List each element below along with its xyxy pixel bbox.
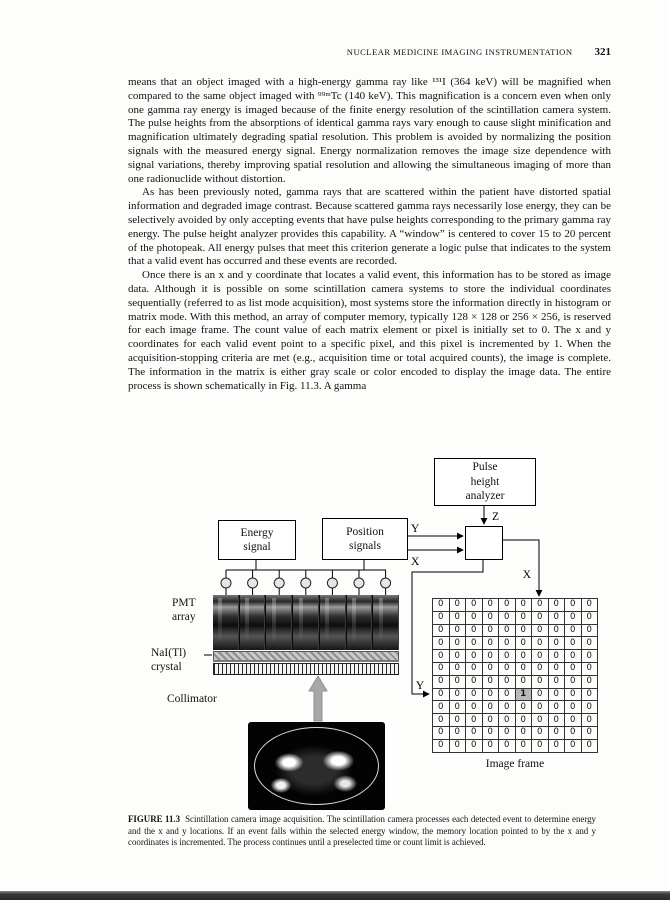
matrix-cell: 0	[466, 726, 483, 739]
matrix-cell: 0	[548, 624, 565, 637]
nai-crystal-label: NaI(Tl) crystal	[151, 647, 187, 673]
matrix-cell: 0	[548, 599, 565, 612]
matrix-cell: 0	[499, 662, 516, 675]
running-title: NUCLEAR MEDICINE IMAGING INSTRUMENTATION	[346, 47, 573, 57]
matrix-cell: 0	[433, 739, 450, 752]
energy-signal-label: Energy signal	[240, 526, 274, 553]
matrix-cell: 0	[499, 599, 516, 612]
matrix-cell: 0	[449, 599, 466, 612]
pmt-tube	[293, 595, 319, 650]
matrix-cell: 0	[449, 726, 466, 739]
figure-caption-text: Scintillation camera image acquisition. The scintillation camera processes each detected event to determine energy and the x and y locations. If an event falls within the selected energy window, the memory location pointed to by the x and y coordinates is incremented. The process continues until a preselected time or count limit is achieved.	[128, 814, 596, 848]
matrix-cell: 0	[499, 688, 516, 701]
matrix-cell: 0	[581, 714, 598, 727]
matrix-cell: 0	[565, 688, 582, 701]
matrix-cell: 0	[449, 637, 466, 650]
matrix-cell: 0	[482, 624, 499, 637]
matrix-cell: 0	[466, 662, 483, 675]
matrix-cell: 0	[499, 739, 516, 752]
matrix-cell: 0	[565, 675, 582, 688]
pulse-height-analyzer-box	[434, 458, 536, 506]
matrix-cell: 0	[532, 650, 549, 663]
matrix-cell: 0	[466, 624, 483, 637]
matrix-cell: 0	[581, 599, 598, 612]
matrix-cell: 0	[548, 637, 565, 650]
matrix-cell: 0	[466, 650, 483, 663]
matrix-cell: 0	[515, 624, 532, 637]
matrix-cell: 0	[499, 675, 516, 688]
matrix-cell: 0	[433, 662, 450, 675]
pmt-tube	[213, 595, 239, 650]
matrix-cell: 0	[449, 714, 466, 727]
matrix-cell: 0	[449, 611, 466, 624]
figure-caption	[128, 814, 596, 849]
image-frame-matrix	[432, 598, 598, 753]
matrix-cell: 0	[581, 624, 598, 637]
pmt-tube	[266, 595, 292, 650]
matrix-cell: 0	[499, 611, 516, 624]
pmt-array-label: PMT array	[172, 597, 196, 623]
summing-box	[465, 526, 503, 560]
matrix-cell: 0	[499, 701, 516, 714]
matrix-cell: 0	[565, 624, 582, 637]
matrix-cell: 0	[466, 688, 483, 701]
y-matrix-label: Y	[415, 680, 425, 692]
matrix-cell: 0	[581, 650, 598, 663]
matrix-cell: 0	[565, 611, 582, 624]
matrix-cell: 0	[532, 637, 549, 650]
paragraph-1: means that an object imaged with a high-energy gamma ray like ¹³¹I (364 keV) will be magnified when compared to the same object imaged with ⁹⁹ᵐTc (140 keV). This magnification is a concern even when only one gamma ray energy is imaged because of the finite energy resolution of the scintillation camera system. The pulse heights from the absorptions of identical gamma rays vary enough to cause slight minification and magnification ultimately degrading spatial resolution. This problem is avoided by normalizing the position signals with the measured energy signal. Energy normalization removes the image size dependence with signal variations, thereby improving spatial resolution and allowing the simultaneous imaging of more than one radionuclide without distortion.	[128, 76, 611, 185]
body-text	[128, 76, 611, 393]
matrix-cell: 0	[466, 714, 483, 727]
matrix-cell: 0	[449, 701, 466, 714]
matrix-cell: 1	[515, 688, 532, 701]
matrix-cell: 0	[499, 650, 516, 663]
matrix-cell: 0	[433, 611, 450, 624]
x-signal-label: X	[411, 556, 420, 568]
matrix-cell: 0	[532, 675, 549, 688]
matrix-cell: 0	[515, 662, 532, 675]
matrix-cell: 0	[433, 599, 450, 612]
matrix-cell: 0	[482, 637, 499, 650]
matrix-cell: 0	[581, 726, 598, 739]
matrix-cell: 0	[532, 611, 549, 624]
matrix-cell: 0	[581, 662, 598, 675]
matrix-cell: 0	[433, 624, 450, 637]
paragraph-2: As has been previously noted, gamma rays that are scattered within the patient have distorted spatial information and degraded image contrast. Because scattered gamma rays necessarily lose energy, they can be selectively avoided by only accepting events that have pulse heights corresponding to the primary gamma ray energy. The pulse height analyzer provides this capability. A “window” is centered to cover 15 to 20 percent of the photopeak. All energy pulses that meet this criterion generate a logic pulse that indicates to the system that a valid event has occurred and these events are recorded.	[128, 186, 611, 268]
matrix-cell: 0	[449, 739, 466, 752]
matrix-cell: 0	[482, 739, 499, 752]
matrix-cell: 0	[532, 662, 549, 675]
matrix-cell: 0	[565, 662, 582, 675]
matrix-cell: 0	[565, 650, 582, 663]
gamma-beam-arrow	[309, 676, 327, 721]
matrix-cell: 0	[565, 726, 582, 739]
matrix-cell: 0	[482, 650, 499, 663]
matrix-cell: 0	[466, 675, 483, 688]
light-guide-bar	[213, 660, 399, 662]
figure-11-3-diagram	[0, 450, 670, 812]
matrix-cell: 0	[548, 726, 565, 739]
pulse-height-analyzer-label: Pulse height analyzer	[465, 461, 505, 503]
scintigram-image	[248, 722, 385, 810]
matrix-cell: 0	[482, 701, 499, 714]
matrix-cell: 0	[548, 650, 565, 663]
collimator-bar	[213, 663, 399, 675]
matrix-cell: 0	[548, 688, 565, 701]
matrix-cell: 0	[515, 599, 532, 612]
matrix-cell: 0	[466, 739, 483, 752]
page-number: 321	[594, 46, 611, 58]
matrix-cell: 0	[433, 688, 450, 701]
matrix-cell: 0	[515, 611, 532, 624]
matrix-cell: 0	[433, 714, 450, 727]
pmt-connector-circles	[221, 570, 391, 595]
matrix-cell: 0	[482, 599, 499, 612]
matrix-cell: 0	[581, 688, 598, 701]
matrix-cell: 0	[433, 650, 450, 663]
matrix-cell: 0	[449, 624, 466, 637]
matrix-cell: 0	[515, 714, 532, 727]
matrix-cell: 0	[482, 611, 499, 624]
matrix-cell: 0	[466, 701, 483, 714]
matrix-cell: 0	[532, 701, 549, 714]
matrix-cell: 0	[515, 726, 532, 739]
matrix-cell: 0	[449, 662, 466, 675]
matrix-cell: 0	[532, 726, 549, 739]
matrix-cell: 0	[433, 675, 450, 688]
matrix-cell: 0	[532, 688, 549, 701]
matrix-cell: 0	[581, 637, 598, 650]
matrix-cell: 0	[466, 599, 483, 612]
matrix-cell: 0	[548, 611, 565, 624]
matrix-cell: 0	[565, 599, 582, 612]
x-matrix-label: X	[522, 569, 531, 581]
matrix-cell: 0	[466, 611, 483, 624]
matrix-cell: 0	[499, 714, 516, 727]
matrix-cell: 0	[581, 739, 598, 752]
matrix-cell: 0	[515, 637, 532, 650]
position-signals-box	[322, 518, 408, 560]
matrix-cell: 0	[482, 714, 499, 727]
matrix-cell: 0	[449, 675, 466, 688]
matrix-cell: 0	[548, 701, 565, 714]
y-signal-label: Y	[411, 523, 420, 535]
pmt-tube	[320, 595, 346, 650]
image-frame-label: Image frame	[485, 758, 545, 770]
matrix-cell: 0	[581, 675, 598, 688]
matrix-cell: 0	[565, 714, 582, 727]
paragraph-3: Once there is an x and y coordinate that locates a valid event, this information has to be stored as image data. Although it is possible on some scintillation camera systems to store the individual coordinates sequentially (referred to as list mode acquisition), most systems store the information directly in histogram or matrix mode. With this method, an array of computer memory, typically 128 × 128 or 256 × 256, is reserved for each image frame. The count value of each matrix element or pixel is initially set to 0. The x and y coordinates for each valid event point to a specific pixel, and this pixel is incremented by 1. When the acquisition-stopping criteria are met (e.g., acquisition time or total acquired counts), the image is complete. The information in the matrix is either gray scale or color encoded to display the image data. The entire process is shown schematically in Fig. 11.3. A gamma	[128, 269, 611, 392]
matrix-cell: 0	[499, 637, 516, 650]
matrix-cell: 0	[565, 739, 582, 752]
matrix-cell: 0	[532, 599, 549, 612]
page-bottom-edge	[0, 891, 670, 900]
matrix-cell: 0	[532, 739, 549, 752]
pmt-array	[213, 595, 399, 650]
matrix-cell: 0	[532, 624, 549, 637]
z-signal-label: Z	[492, 511, 500, 523]
matrix-cell: 0	[433, 726, 450, 739]
matrix-cell: 0	[433, 701, 450, 714]
matrix-cell: 0	[515, 650, 532, 663]
position-signals-label: Position signals	[346, 525, 384, 552]
matrix-cell: 0	[482, 662, 499, 675]
matrix-cell: 0	[499, 624, 516, 637]
matrix-cell: 0	[515, 701, 532, 714]
matrix-cell: 0	[449, 688, 466, 701]
collimator-label: Collimator	[167, 693, 217, 705]
matrix-cell: 0	[482, 688, 499, 701]
matrix-cell: 0	[548, 714, 565, 727]
matrix-cell: 0	[581, 701, 598, 714]
x-to-matrix-line	[501, 540, 539, 596]
matrix-cell: 0	[466, 637, 483, 650]
matrix-cell: 0	[515, 675, 532, 688]
matrix-cell: 0	[548, 739, 565, 752]
pmt-tube	[347, 595, 373, 650]
matrix-cell: 0	[548, 675, 565, 688]
pmt-tube	[240, 595, 266, 650]
matrix-cell: 0	[433, 637, 450, 650]
pmt-tube	[373, 595, 399, 650]
matrix-cell: 0	[449, 650, 466, 663]
energy-signal-box	[218, 520, 296, 560]
matrix-cell: 0	[499, 726, 516, 739]
matrix-cell: 0	[548, 662, 565, 675]
figure-caption-number: FIGURE 11.3	[128, 814, 181, 824]
matrix-cell: 0	[515, 739, 532, 752]
matrix-cell: 0	[482, 675, 499, 688]
scintigram-ellipse-outline	[254, 727, 379, 805]
matrix-cell: 0	[532, 714, 549, 727]
page-header	[128, 46, 611, 58]
matrix-cell: 0	[581, 611, 598, 624]
matrix-cell: 0	[565, 701, 582, 714]
matrix-cell: 0	[565, 637, 582, 650]
matrix-cell: 0	[482, 726, 499, 739]
